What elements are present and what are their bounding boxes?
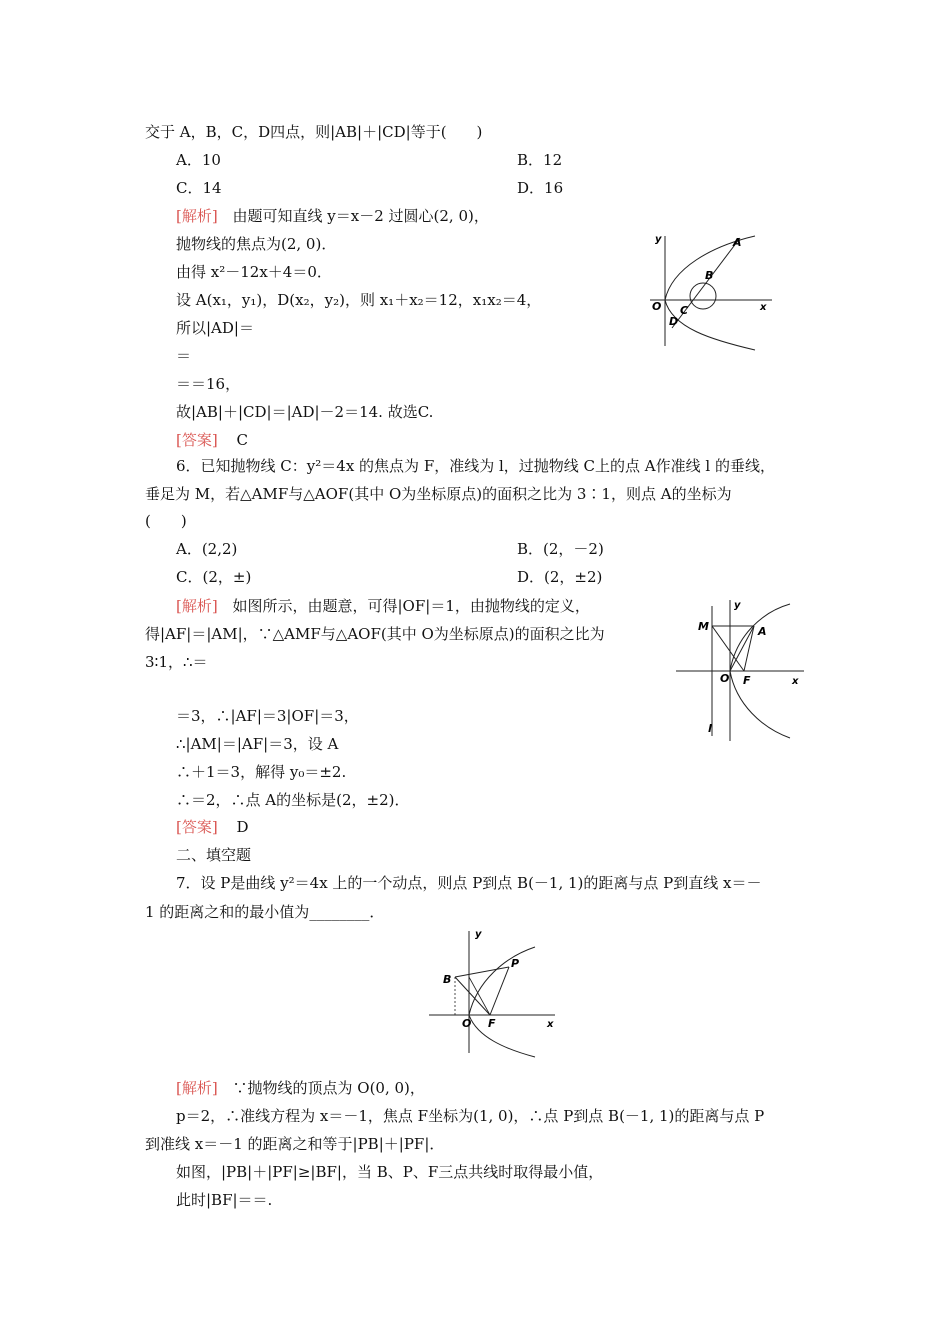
q7-analysis-line-4: 如图，|PB|＋|PF|≥|BF|，当 B、P、F三点共线时取得最小值， — [176, 1163, 604, 1181]
point-a-label: A — [758, 625, 767, 638]
q6-answer — [176, 817, 249, 837]
origin-label: O — [462, 1017, 472, 1030]
point-d-label: D — [669, 315, 679, 328]
origin-label: O — [652, 300, 662, 313]
q5-analysis-line-4: 设 A(x₁，y₁)，D(x₂，y₂)，则 x₁＋x₂＝12，x₁x₂＝4， — [176, 291, 542, 309]
q6-analysis-line-6: ∴＋1＝3，解得 y₀＝±2. — [176, 763, 347, 781]
q7-analysis-line-5: 此时|BF|＝＝. — [176, 1191, 273, 1209]
q6-analysis-line-5: ∴|AM|＝|AF|＝3，设 A — [176, 735, 339, 753]
point-m-label: M — [698, 620, 709, 633]
q5-option-a: A．10 — [176, 151, 221, 169]
axis-label-x: x — [760, 302, 767, 313]
q6-analysis-line-4: ＝3，∴|AF|＝3|OF|＝3， — [176, 707, 359, 725]
q5-option-c: C．14 — [176, 179, 222, 197]
q5-option-b: B．12 — [517, 151, 563, 169]
point-c-label: C — [680, 304, 689, 317]
directrix-label: l — [708, 722, 712, 735]
axis-label-y: y — [475, 929, 482, 940]
origin-label: O — [720, 672, 730, 685]
q6-figure — [672, 596, 812, 746]
axis-label-x: x — [792, 676, 799, 687]
analysis-tag: [解析] — [176, 207, 218, 225]
axis-label-y: y — [734, 600, 741, 611]
q7-stem-line-1: 7．设 P是曲线 y²＝4x 上的一个动点，则点 P到点 B(－1, 1)的距离与点 P到直线 x＝－ — [176, 874, 762, 892]
axis-label-x: x — [547, 1019, 554, 1030]
analysis-tag: [解析] — [176, 1079, 218, 1097]
q5-figure — [642, 228, 782, 353]
q6-analysis-line-3: 3∶1，∴＝ — [145, 653, 208, 671]
q5-analysis-line-2: 抛物线的焦点为(2, 0)． — [176, 235, 337, 253]
q5-analysis-line-5: 所以|AD|＝ — [176, 319, 254, 337]
q6-option-c: C．(2，±) — [176, 568, 252, 586]
answer-tag: [答案] — [176, 818, 218, 836]
point-f-label: F — [488, 1017, 496, 1030]
q5-analysis-line-8: 故|AB|＋|CD|＝|AD|－2＝14. 故选C. — [176, 403, 434, 421]
q6-stem-line-1: 6．已知抛物线 C：y²＝4x 的焦点为 F，准线为 l，过抛物线 C上的点 A作准线 l 的垂线， — [176, 457, 775, 475]
point-f-label: F — [743, 674, 751, 687]
answer-tag: [答案] — [176, 431, 218, 449]
q6-option-d: D．(2，±2) — [517, 568, 603, 586]
q6-analysis-line-7: ∴＝2，∴点 A的坐标是(2，±2)． — [176, 791, 410, 809]
q6-stem-line-2: 垂足为 M，若△AMF与△AOF(其中 O为坐标原点)的面积之比为 3∶1，则点 A的坐标为 — [145, 485, 732, 503]
q6-option-a: A．(2,2) — [176, 540, 238, 558]
q6-stem-line-3: ( ) — [145, 512, 187, 530]
q5-analysis-line-3: 由得 x²－12x＋4＝0． — [176, 263, 332, 281]
q7-analysis-line-3: 到准线 x＝－1 的距离之和等于|PB|＋|PF|． — [145, 1135, 445, 1153]
q5-analysis-line-6: ＝ — [176, 347, 192, 365]
q7-figure — [425, 925, 560, 1060]
q5-answer — [176, 430, 248, 450]
analysis-text: ∵抛物线的顶点为 O(0, 0)， — [232, 1079, 425, 1097]
q6-option-b: B．(2，－2) — [517, 540, 604, 558]
section-title: 二、填空题 — [176, 846, 252, 864]
q7-stem-line-2: 1 的距离之和的最小值为________． — [145, 903, 385, 921]
q6-analysis-line-1 — [176, 596, 590, 616]
analysis-text: 如图所示，由题意，可得|OF|＝1，由抛物线的定义， — [232, 597, 590, 615]
q5-analysis-line-1 — [176, 206, 489, 226]
q7-analysis-line-1 — [176, 1078, 425, 1098]
axis-label-y: y — [655, 234, 662, 245]
q5-analysis-line-7: ＝＝16， — [176, 375, 241, 393]
q5-option-d: D．16 — [517, 179, 564, 197]
answer-value: D — [236, 818, 249, 836]
answer-value: C — [236, 431, 248, 449]
q5-stem-tail: 交于 A，B，C，D四点，则|AB|＋|CD|等于( ) — [145, 123, 483, 141]
analysis-text: 由题可知直线 y＝x－2 过圆心(2, 0)， — [232, 207, 489, 225]
q6-analysis-line-2: 得|AF|＝|AM|，∵△AMF与△AOF(其中 O为坐标原点)的面积之比为 — [145, 625, 605, 643]
point-p-label: P — [511, 957, 520, 970]
point-a-label: A — [733, 236, 742, 249]
point-b-label: B — [705, 269, 714, 282]
analysis-tag: [解析] — [176, 597, 218, 615]
point-b-label: B — [443, 973, 452, 986]
q7-analysis-line-2: p＝2，∴准线方程为 x＝－1，焦点 F坐标为(1, 0)，∴点 P到点 B(－1, 1)的距离与点 P — [176, 1107, 765, 1125]
